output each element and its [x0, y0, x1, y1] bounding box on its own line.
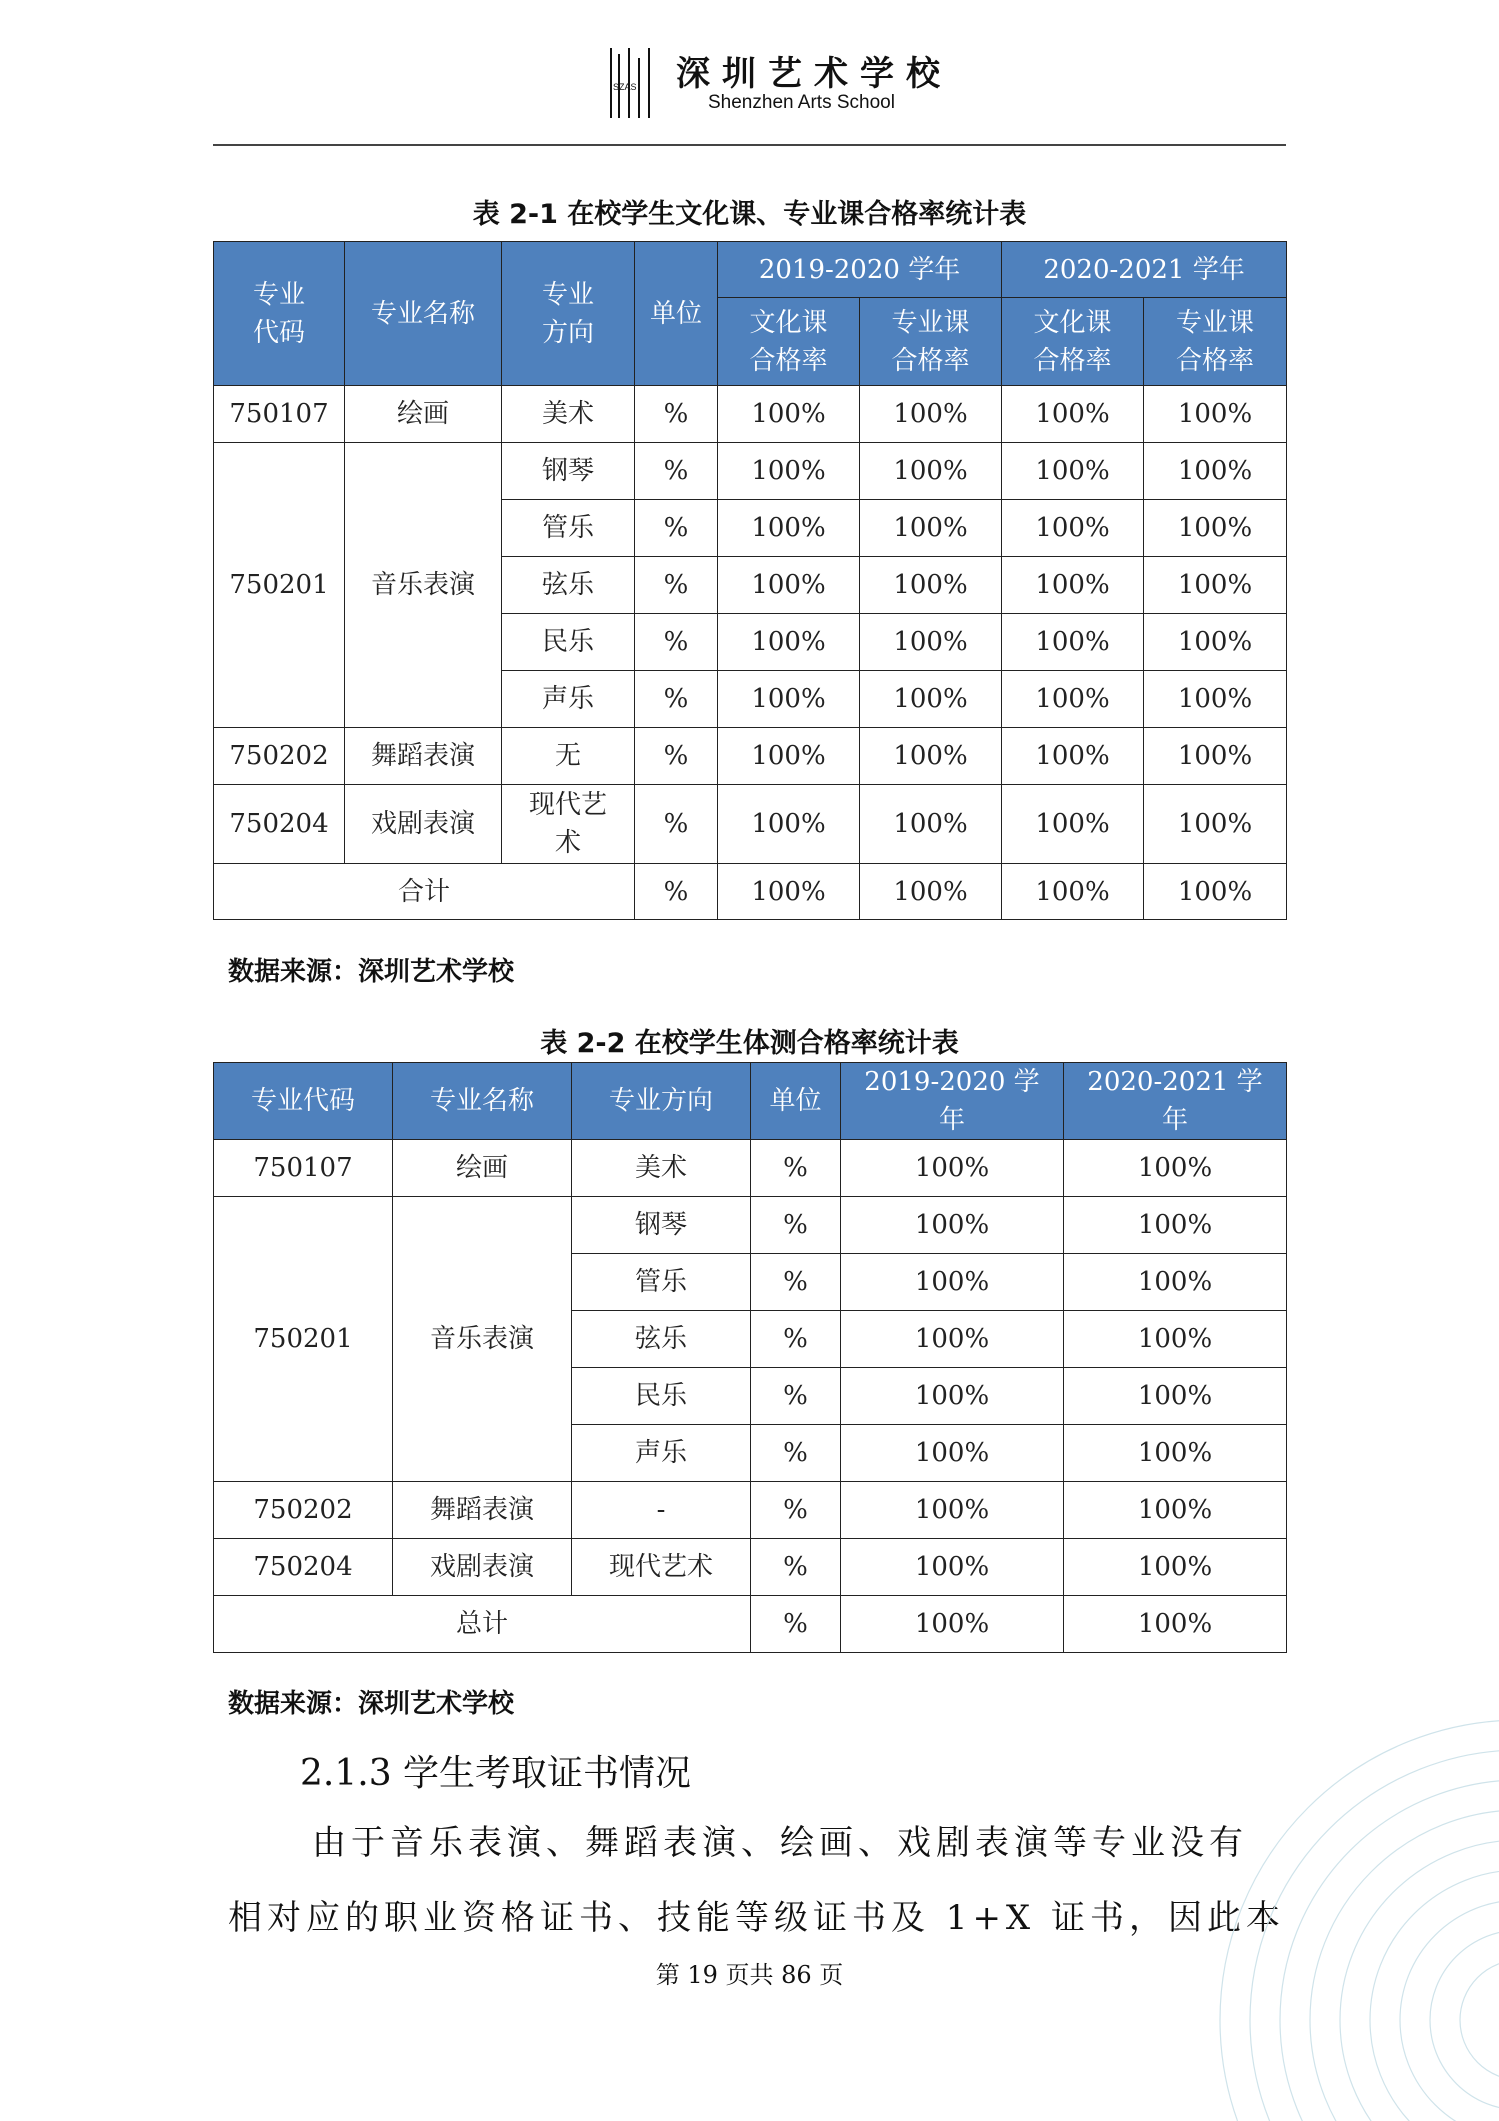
cell-direction: 钢琴: [572, 1197, 751, 1254]
cell-value: 100%: [718, 557, 860, 614]
cell-direction: 钢琴: [502, 443, 635, 500]
cell-direction: 无: [502, 728, 635, 785]
cell-unit: %: [751, 1368, 841, 1425]
cell-value: 100%: [718, 671, 860, 728]
cell-unit: %: [635, 557, 718, 614]
cell-code: 750201: [214, 443, 345, 728]
section-heading: 2.1.3 学生考取证书情况: [300, 1753, 692, 1794]
cell-value: 100%: [841, 1311, 1064, 1368]
cell-unit: %: [751, 1482, 841, 1539]
table-row: [214, 1140, 1287, 1197]
table2: [213, 1062, 1287, 1653]
cell-value: 100%: [841, 1482, 1064, 1539]
table1-source: 数据来源：深圳艺术学校: [228, 957, 515, 987]
table-row: [214, 1539, 1287, 1596]
cell-direction: 弦乐: [502, 557, 635, 614]
cell-direction: 管乐: [502, 500, 635, 557]
cell-value: 100%: [1064, 1482, 1287, 1539]
header-divider: [213, 144, 1286, 146]
cell-direction: 美术: [502, 386, 635, 443]
table1-subheader-major-y1: 专业课合格率: [860, 298, 1002, 386]
cell-value: 100%: [1064, 1368, 1287, 1425]
cell-value: 100%: [1002, 864, 1144, 920]
logo-mark: SZAS: [613, 82, 637, 92]
cell-value: 100%: [1002, 614, 1144, 671]
cell-value: 100%: [1002, 500, 1144, 557]
table2-caption: 表 2-2 在校学生体测合格率统计表: [540, 1028, 959, 1059]
cell-unit: %: [635, 443, 718, 500]
cell-direction: 声乐: [572, 1425, 751, 1482]
cell-value: 100%: [860, 500, 1002, 557]
table1-subheader-major-y2: 专业课合格率: [1144, 298, 1287, 386]
cell-value: 100%: [1002, 443, 1144, 500]
cell-value: 100%: [1144, 443, 1287, 500]
page-header: [0, 40, 1499, 130]
cell-value: 100%: [1064, 1539, 1287, 1596]
cell-unit: %: [635, 500, 718, 557]
cell-value: 100%: [1144, 864, 1287, 920]
cell-value: 100%: [1064, 1140, 1287, 1197]
cell-value: 100%: [1002, 728, 1144, 785]
cell-value: 100%: [860, 614, 1002, 671]
table1-header-year2: 2020-2021 学年: [1002, 242, 1287, 298]
page-footer: 第 19 页共 86 页: [655, 1961, 844, 1989]
cell-unit: %: [751, 1596, 841, 1653]
cell-code: 750204: [214, 1539, 393, 1596]
cell-unit: %: [635, 386, 718, 443]
cell-value: 100%: [841, 1140, 1064, 1197]
cell-value: 100%: [718, 614, 860, 671]
cell-value: 100%: [1144, 557, 1287, 614]
table-row: [214, 386, 1287, 443]
cell-name: 音乐表演: [345, 443, 502, 728]
cell-value: 100%: [718, 785, 860, 864]
table2-header-year2: 2020-2021 学年: [1064, 1063, 1287, 1140]
cell-total-label: 总计: [214, 1596, 751, 1653]
cell-value: 100%: [1064, 1197, 1287, 1254]
cell-unit: %: [751, 1539, 841, 1596]
cell-direction: 现代艺术: [572, 1539, 751, 1596]
cell-code: 750107: [214, 386, 345, 443]
table1-header-direction: 专业方向: [502, 242, 635, 386]
cell-value: 100%: [1144, 386, 1287, 443]
paragraph-line: 相对应的职业资格证书、技能等级证书及 1+X 证书，因此本: [228, 1898, 1285, 1938]
cell-name: 舞蹈表演: [393, 1482, 572, 1539]
cell-value: 100%: [718, 386, 860, 443]
cell-name: 绘画: [393, 1140, 572, 1197]
cell-value: 100%: [841, 1425, 1064, 1482]
table-total-row: [214, 864, 1287, 920]
cell-direction: -: [572, 1482, 751, 1539]
cell-unit: %: [751, 1140, 841, 1197]
table-row: [214, 1482, 1287, 1539]
cell-value: 100%: [1144, 671, 1287, 728]
cell-value: 100%: [718, 443, 860, 500]
cell-name: 音乐表演: [393, 1197, 572, 1482]
cell-value: 100%: [860, 443, 1002, 500]
decorative-waves-icon: [1200, 1600, 1499, 2121]
table2-header-name: 专业名称: [393, 1063, 572, 1140]
cell-unit: %: [751, 1254, 841, 1311]
school-name-en: Shenzhen Arts School: [708, 92, 895, 113]
table-row: [214, 1197, 1287, 1254]
table-row: [214, 785, 1287, 864]
table2-header-year1: 2019-2020 学年: [841, 1063, 1064, 1140]
cell-direction: 声乐: [502, 671, 635, 728]
cell-direction: 民乐: [572, 1368, 751, 1425]
table1-header-name: 专业名称: [345, 242, 502, 386]
cell-value: 100%: [841, 1254, 1064, 1311]
table2-header-direction: 专业方向: [572, 1063, 751, 1140]
table1-header-year1: 2019-2020 学年: [718, 242, 1002, 298]
table-row: [214, 728, 1287, 785]
cell-unit: %: [751, 1311, 841, 1368]
cell-value: 100%: [1144, 785, 1287, 864]
cell-value: 100%: [1064, 1311, 1287, 1368]
table1-header-code: 专业代码: [214, 242, 345, 386]
cell-name: 戏剧表演: [393, 1539, 572, 1596]
table-row: [214, 443, 1287, 500]
table2-header-code: 专业代码: [214, 1063, 393, 1140]
table1-subheader-culture-y2: 文化课合格率: [1002, 298, 1144, 386]
cell-direction: 管乐: [572, 1254, 751, 1311]
paragraph-line: 由于音乐表演、舞蹈表演、绘画、戏剧表演等专业没有: [312, 1823, 1248, 1863]
school-name-cn: 深圳艺术学校: [676, 54, 952, 94]
table1: [213, 241, 1287, 920]
cell-direction: 现代艺术: [502, 785, 635, 864]
cell-value: 100%: [1064, 1254, 1287, 1311]
cell-name: 绘画: [345, 386, 502, 443]
cell-unit: %: [751, 1197, 841, 1254]
cell-code: 750201: [214, 1197, 393, 1482]
cell-value: 100%: [860, 557, 1002, 614]
cell-value: 100%: [1002, 671, 1144, 728]
cell-total-label: 合计: [214, 864, 635, 920]
cell-name: 戏剧表演: [345, 785, 502, 864]
table-total-row: [214, 1596, 1287, 1653]
cell-value: 100%: [1064, 1596, 1287, 1653]
cell-value: 100%: [718, 864, 860, 920]
cell-value: 100%: [860, 386, 1002, 443]
cell-unit: %: [635, 728, 718, 785]
cell-code: 750202: [214, 728, 345, 785]
cell-direction: 弦乐: [572, 1311, 751, 1368]
cell-value: 100%: [1144, 500, 1287, 557]
cell-value: 100%: [860, 728, 1002, 785]
cell-value: 100%: [841, 1368, 1064, 1425]
cell-code: 750204: [214, 785, 345, 864]
cell-value: 100%: [841, 1197, 1064, 1254]
cell-value: 100%: [1144, 728, 1287, 785]
table2-header-unit: 单位: [751, 1063, 841, 1140]
table1-subheader-culture-y1: 文化课合格率: [718, 298, 860, 386]
cell-unit: %: [635, 614, 718, 671]
cell-direction: 美术: [572, 1140, 751, 1197]
cell-value: 100%: [860, 671, 1002, 728]
cell-value: 100%: [1002, 386, 1144, 443]
cell-name: 舞蹈表演: [345, 728, 502, 785]
cell-value: 100%: [718, 728, 860, 785]
cell-value: 100%: [1002, 785, 1144, 864]
cell-unit: %: [751, 1425, 841, 1482]
cell-unit: %: [635, 864, 718, 920]
cell-code: 750202: [214, 1482, 393, 1539]
cell-value: 100%: [1002, 557, 1144, 614]
school-logo-icon: [608, 48, 654, 118]
cell-unit: %: [635, 671, 718, 728]
cell-value: 100%: [841, 1596, 1064, 1653]
cell-code: 750107: [214, 1140, 393, 1197]
cell-value: 100%: [718, 500, 860, 557]
table1-caption: 表 2-1 在校学生文化课、专业课合格率统计表: [472, 199, 1027, 230]
table1-header-unit: 单位: [635, 242, 718, 386]
cell-value: 100%: [841, 1539, 1064, 1596]
cell-value: 100%: [860, 864, 1002, 920]
cell-value: 100%: [1064, 1425, 1287, 1482]
cell-unit: %: [635, 785, 718, 864]
cell-value: 100%: [1144, 614, 1287, 671]
cell-value: 100%: [860, 785, 1002, 864]
table2-source: 数据来源：深圳艺术学校: [228, 1689, 515, 1719]
cell-direction: 民乐: [502, 614, 635, 671]
